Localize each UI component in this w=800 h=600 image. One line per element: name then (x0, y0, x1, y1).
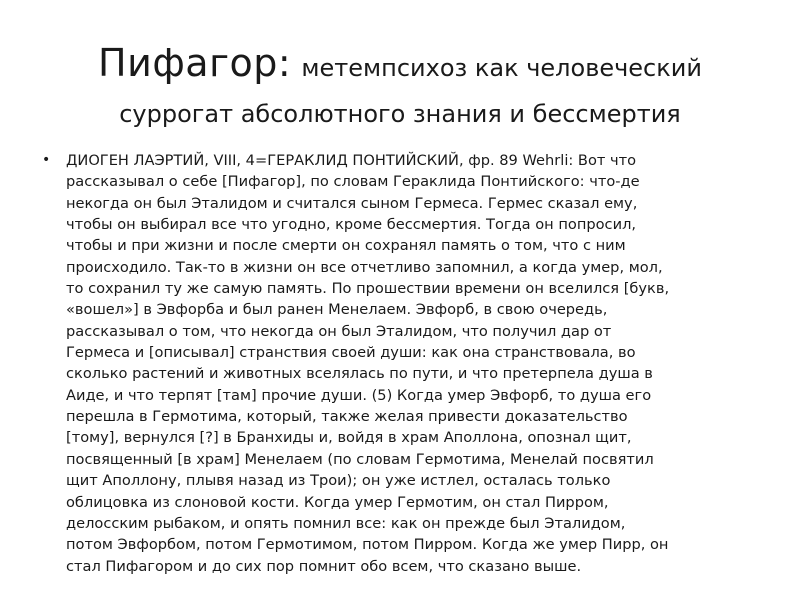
paragraph-line: то сохранил ту же самую память. По прошествии времени он вселился [букв, (66, 280, 670, 298)
paragraph-line: ДИОГЕН ЛАЭРТИЙ, VIII, 4=ГЕРАКЛИД ПОНТИЙСКИЙ, фр. 89 Wehrli: Вот что (66, 152, 637, 169)
paragraph-line: чтобы и при жизни и после смерти он сохранял память о том, что с ним (66, 237, 626, 255)
paragraph-line: [тому], вернулся [?] в Бранхиды и, войдя в храм Аполлона, опознал щит, (66, 429, 632, 447)
title-subtitle-line2: суррогат абсолютного знания и бессмертия (119, 100, 681, 128)
quote-paragraph (66, 150, 760, 577)
paragraph-line: «вошел»] в Эвфорба и был ранен Менелаем. Эвфорб, в свою очередь, (66, 301, 608, 319)
title-main: Пифагор: (98, 41, 292, 85)
paragraph-line: Аиде, и что терпят [там] прочие души. (5) Когда умер Эвфорб, то душа его (66, 386, 652, 404)
slide-title (40, 40, 760, 137)
paragraph-line: рассказывал о себе [Пифагор], по словам Гераклида Понтийского: что-де (66, 173, 640, 191)
title-subtitle-line1: метемпсихоз как человеческий (301, 54, 702, 82)
paragraph-line: некогда он был Эталидом и считался сыном Гермеса. Гермес сказал ему, (66, 194, 638, 212)
paragraph-line: щит Аполлону, плывя назад из Трои); он уже истлел, осталась только (66, 472, 611, 490)
paragraph-line: чтобы он выбирал все что угодно, кроме бессмертия. Тогда он попросил, (66, 216, 637, 234)
slide-body (40, 150, 760, 577)
paragraph-line: Гермеса и [описывал] странствия своей души: как она странствовала, во (66, 344, 636, 362)
paragraph-line: перешла в Гермотима, который, также желая привести доказательство (66, 408, 628, 426)
bullet-icon: • (42, 152, 51, 168)
paragraph-line: происходило. Так-то в жизни он все отчетливо запомнил, а когда умер, мол, (66, 258, 663, 276)
paragraph-line: потом Эвфорбом, потом Гермотимом, потом Пирром. Когда же умер Пирр, он (66, 536, 669, 554)
paragraph-line: делосским рыбаком, и опять помнил все: как он прежде был Эталидом, (66, 514, 626, 532)
paragraph-line: стал Пифагором и до сих пор помнит обо всем, что сказано выше. (66, 557, 582, 575)
paragraph-line: посвященный [в храм] Менелаем (по словам Гермотима, Менелай посвятил (66, 450, 654, 468)
bullet-item (40, 150, 760, 577)
paragraph-line: облицовка из слоновой кости. Когда умер Гермотим, он стал Пирром, (66, 493, 609, 511)
paragraph-line: сколько растений и животных вселялась по пути, и что претерпела душа в (66, 365, 653, 383)
paragraph-line: рассказывал о том, что некогда он был Эталидом, что получил дар от (66, 322, 612, 340)
